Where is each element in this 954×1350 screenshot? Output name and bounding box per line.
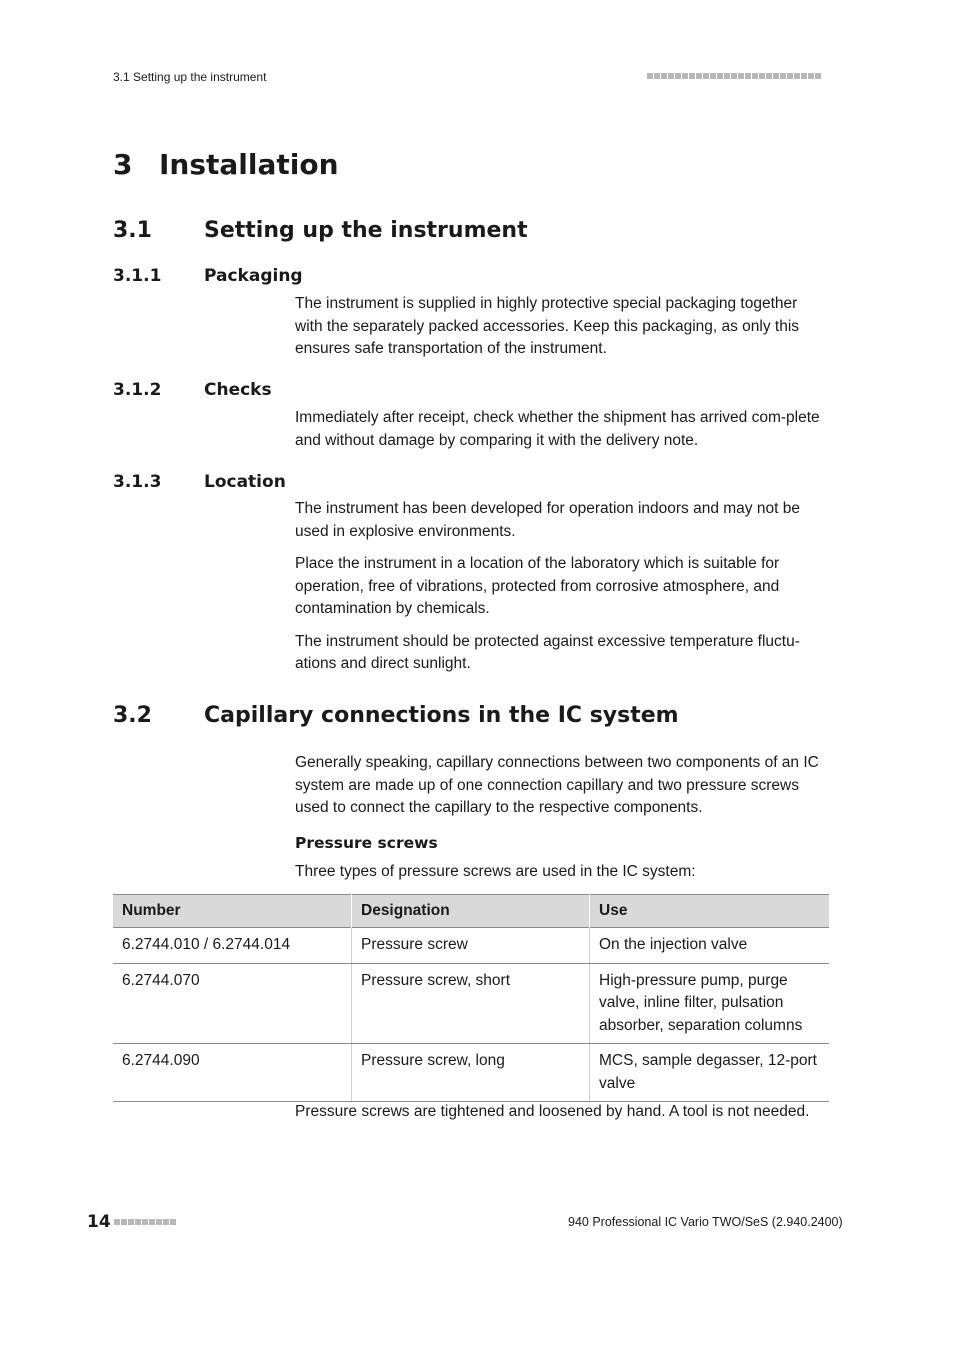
paragraph: Place the instrument in a location of the laboratory which is suitable for operation, free of vibrations, protected from corrosive atmosphere, and contamination by chemicals. (295, 555, 780, 617)
table-cell: High-pressure pump, purge valve, inline filter, pulsation absorber, separation columns (589, 964, 829, 1044)
column-header: Number (122, 901, 181, 919)
paragraph: The instrument should be protected against excessive temperature fluctu-ations and direct sunlight. (295, 632, 800, 672)
table-cell: Pressure screw, long (351, 1044, 589, 1101)
table-header-row (113, 894, 829, 928)
capillary-intro (295, 752, 829, 830)
chapter-heading (113, 148, 339, 181)
subsection-heading-packaging (113, 266, 303, 286)
subsection-number: 3.1.3 (113, 472, 162, 492)
pressure-screws-heading: Pressure screws (295, 834, 438, 852)
column-header: Designation (351, 894, 589, 929)
section-number: 3.2 (113, 703, 152, 728)
subsection-title: Packaging (204, 266, 303, 286)
paragraph: Three types of pressure screws are used in the IC system: (295, 863, 696, 880)
subsection-title: Location (204, 472, 286, 492)
paragraph: The instrument has been developed for operation indoors and may not be used in explosive environments. (295, 500, 800, 540)
footer-product-title: 940 Professional IC Vario TWO/SeS (2.940.2400) (568, 1215, 843, 1229)
table-row (113, 1044, 829, 1102)
subsection-number: 3.1.2 (113, 380, 162, 400)
packaging-text (295, 293, 829, 371)
section-heading-3-1 (113, 218, 528, 243)
page-number: 14 (87, 1212, 111, 1232)
table-cell: Pressure screw (351, 928, 589, 963)
tool-note (295, 1101, 829, 1134)
running-header: 3.1 Setting up the instrument (113, 70, 267, 84)
section-title: Setting up the instrument (204, 218, 528, 243)
paragraph: Immediately after receipt, check whether the shipment has arrived com-plete and without damage by comparing it with the delivery note. (295, 409, 820, 449)
chapter-number: 3 (113, 148, 133, 181)
subsection-heading-location (113, 472, 286, 492)
header-decoration (647, 73, 821, 79)
table-cell: Pressure screw, short (351, 964, 589, 1044)
table-row (113, 964, 829, 1045)
section-number: 3.1 (113, 218, 152, 243)
column-header: Use (589, 894, 829, 929)
checks-text (295, 407, 829, 462)
pressure-screws-table (113, 894, 829, 1102)
section-title: Capillary connections in the IC system (204, 703, 679, 728)
paragraph: Pressure screws are tightened and loosened by hand. A tool is not needed. (295, 1103, 810, 1120)
table-cell: On the injection valve (589, 928, 829, 963)
subsection-title: Checks (204, 380, 272, 400)
table-cell: MCS, sample degasser, 12-port valve (589, 1044, 829, 1101)
table-cell: 6.2744.010 / 6.2744.014 (122, 936, 291, 953)
subsection-number: 3.1.1 (113, 266, 162, 286)
paragraph: Generally speaking, capillary connections between two components of an IC system are made up of one connection capillary and two pressure screws used to connect the capillary to the respective components. (295, 754, 819, 816)
table-cell: 6.2744.070 (122, 971, 200, 989)
table-row (113, 928, 829, 964)
section-heading-3-2 (113, 703, 679, 728)
chapter-title: Installation (159, 148, 339, 181)
paragraph: The instrument is supplied in highly protective special packaging together with the separately packed accessories. Keep this packaging, as only this ensures safe transportation of the instrument. (295, 295, 800, 357)
table-intro (295, 861, 829, 894)
footer-decoration (114, 1219, 176, 1225)
subsection-heading-checks (113, 380, 272, 400)
table-cell: 6.2744.090 (122, 1052, 200, 1069)
location-text (295, 498, 829, 686)
